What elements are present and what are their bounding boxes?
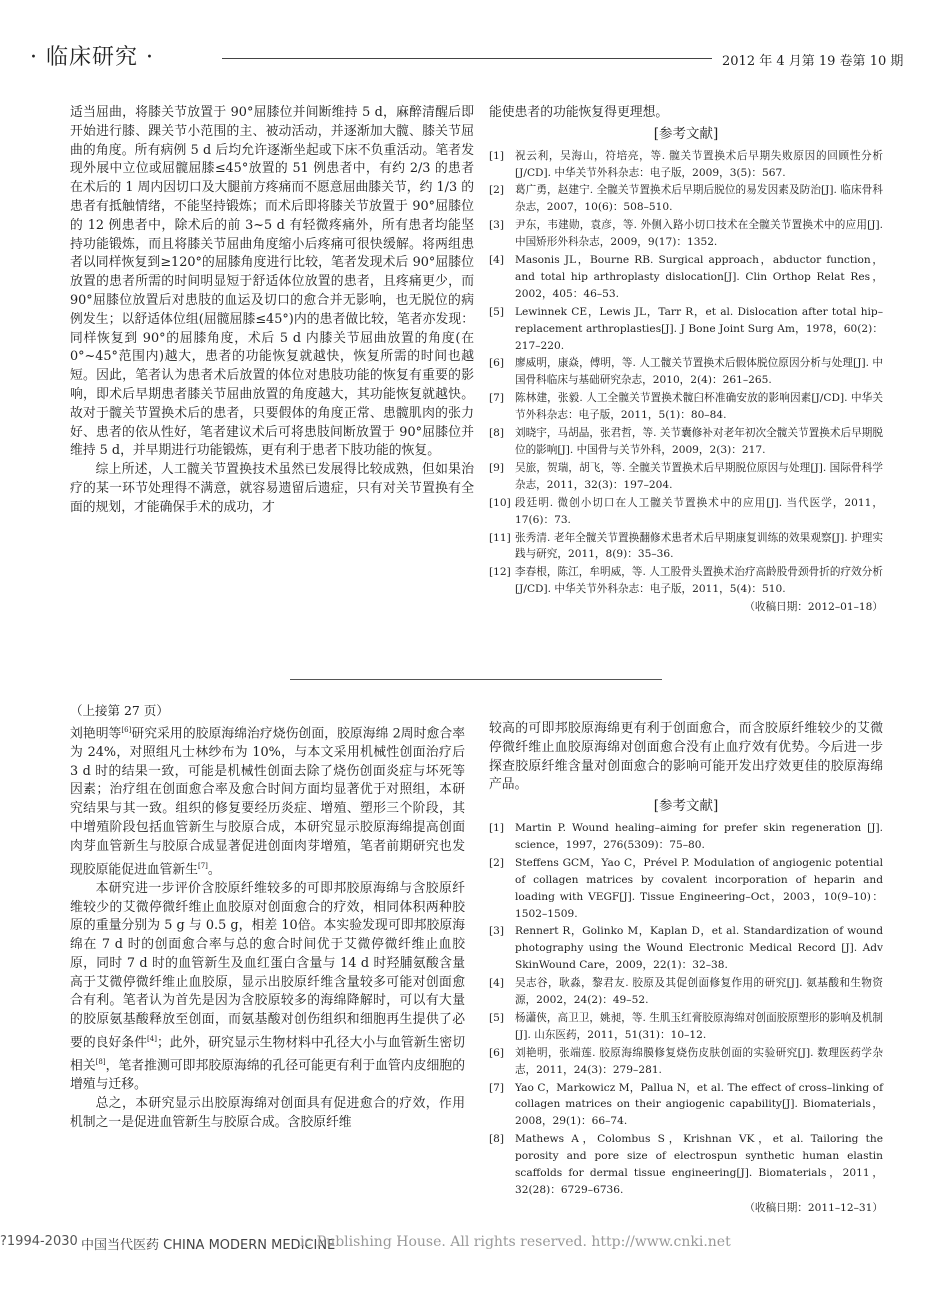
- reference-item: [489, 530, 883, 564]
- reference-text: 张秀清. 老年全髋关节置换翻修术患者术后早期康复训练的效果观察[J]. 护理实践与研究，2011，8(9)：35–36.: [515, 531, 883, 561]
- reference-text: 陈林建，张毅. 人工全髋关节置换术髋臼杯准确安放的影响因素[J/CD]. 中华关节外科杂志：电子版，2011，5(1)：80–84.: [515, 392, 883, 422]
- reference-number: [3]: [489, 925, 505, 938]
- article1-right-column: [489, 104, 883, 615]
- reference-number: [7]: [489, 1081, 505, 1094]
- reference-item: [489, 304, 883, 355]
- received-date: （收稿日期：2011–12–31）: [744, 1201, 883, 1214]
- reference-text: Mathews A，Colombus S，Krishnan VK，et al. Tailoring the porosity and pore size of electrospun synthetic human elastin scaffolds for dermal tissue engineering[J]. Biomaterials，2011，32(28)：6729–6736.: [515, 1133, 883, 1197]
- reference-item: [489, 1045, 883, 1079]
- article1-paragraph: 综上所述，人工髋关节置换技术虽然已发展得比较成熟，但如果治疗的某一环节处理得不满意，就容易遗留后遗症，只有对关节置换有全面的规划，才能确保手术的成功，才: [70, 462, 474, 515]
- reference-text: 吴志谷，耿淼，黎君友. 胶原及其促创面修复作用的研究[J]. 氨基酸和生物资源，2002，24(2)：49–52.: [515, 977, 883, 1007]
- reference-text: 刘晓宇，马胡晶，张君哲，等. 关节囊修补对老年初次全髋关节置换术后早期脱位的影响[J]. 中国骨与关节外科，2009，2(3)：217.: [515, 427, 883, 456]
- references-list: [489, 148, 883, 599]
- page-number: ?1994-2030: [0, 1234, 78, 1249]
- references-title: [参考文献]: [653, 798, 719, 815]
- article2-paragraph: 本研究进一步评价含胶原纤维较多的可即邦胶原海绵与含胶原纤维较少的艾微停微纤维止血胶原对创面愈合的疗效，相同体积两种胶原的重量分别为 5 g 与 0.5 g，相差 10倍。本实验发现可即邦胶原海绵在 7 d 时的创面愈合率与总的愈合时间优于艾微停微纤维止血胶原，同时 7 d 时的血管新生及血红蛋白含量与 14 d 时羟脯氨酸含量高于艾微停微纤维止血胶原，显示出胶原纤维含量较多可能对创面愈合有利。笔者认为首先是因为含胶原较多的海绵降解时，可以有大量的胶原氨基酸释放至创面，而氨基酸对创伤组织和细胞再生提供了必要的良好条件[4]；此外，研究显示生物材料中孔径大小与血管新生密切相关[8]，笔者推测可即邦胶原海绵的孔径可能更有利于血管内皮细胞的增殖与迁移。: [70, 880, 466, 1093]
- reference-text: Masonis JL，Bourne RB. Surgical approach，abductor function，and total hip arthroplasty dislocation[J]. Clin Orthop Relat Res，2002，405：46–53.: [515, 254, 883, 300]
- reference-text: 祝云利，吴海山，符培亮，等. 髋关节置换术后早期失败原因的回顾性分析[J/CD]. 中华关节外科杂志：电子版，2009，3(5)：567.: [515, 149, 883, 179]
- reference-item: [489, 460, 883, 494]
- article1-paragraph: 适当屈曲，将膝关节放置于 90°屈膝位并间断维持 5 d，麻醉清醒后即开始进行膝、踝关节小范围的主、被动活动，并逐渐加大髋、膝关节屈曲的角度。所有病例 5 d 后均允许逐渐坐起或下床不负重活动。笔者发现外展中立位或屈髋屈膝≤45°放置的 51 例患者中，有约 2/3 的患者在术后的 1 周内因切口及大腿前方疼痛而不愿意屈曲膝关节，约 1/3 的患者有抵触情绪，不能坚持锻炼；而术后即将膝关节放置于 90°屈膝位的 12 例患者中，除术后的前 3~5 d 有轻微疼痛外，所有患者均能坚持功能锻炼，而且将膝关节屈曲角度缩小后疼痛可很快缓解。将两组患者以同样恢复到≥120°的屈膝角度进行比较，笔者发现术后 90°屈膝位放置的患者所需的时间明显短于舒适体位放置的患者，且疼痛更少，而 90°屈膝位放置后对患肢的血运及切口的愈合并无影响，也无脱位的病例发生；以舒适体位组(屈髋屈膝≤45°)内的患者做比较，笔者亦发现：同样恢复到 90°的屈膝角度，术后 5 d 内膝关节屈曲放置的角度(在 0°~45°范围内)越大，患者的功能恢复就越快，恢复所需的时间也越短。因此，笔者认为患者术后放置的体位对患肢功能的恢复有重要的影响，即术后早期患者膝关节屈曲放置的角度越大，其功能恢复就越快。故对于髋关节置换术后的患者，只要假体的角度正常、患髋肌肉的张力好、患者的依从性好，笔者建议术后可将患肢间断放置于 90°屈膝位并维持 5 d，并早期进行功能锻炼，更有利于患者下肢功能的恢复。: [70, 105, 474, 459]
- reference-text: Yao C，Markowicz M，Pallua N，et al. The effect of cross–linking of collagen matrices on their angiogenic capability[J]. Biomaterials，2008，29(1)：66–74.: [515, 1081, 883, 1128]
- reference-number: [9]: [489, 461, 505, 474]
- reference-number: [5]: [489, 1011, 505, 1024]
- issue-info: 2012 年 4 月第 19 卷第 10 期: [722, 54, 904, 69]
- reference-text: Rennert R，Golinko M，Kaplan D，et al. Standardization of wound photography using the Wound Electronic Medical Record [J]. Adv SkinWound Care，2009，22(1)：32–38.: [515, 925, 883, 972]
- reference-number: [6]: [489, 357, 505, 370]
- reference-item: [489, 217, 883, 251]
- reference-number: [1]: [489, 149, 505, 162]
- article2-paragraph: 刘艳明等[6]研究采用的胶原海绵治疗烧伤创面，胶原海绵 2周时愈合率为 24%，对照组凡士林纱布为 10%，与本文采用机械性创面治疗后 3 d 时的结果一致，可能是机械性创面去除了烧伤创面炎症与坏死等因素；治疗组在创面愈合率及愈合时间方面均显著优于对照组，本研究结果与其一致。组织的修复要经历炎症、增殖、塑形三个阶段，其中增殖阶段包括血管新生与胶原合成，本研究显示胶原海绵提高创面肉芽血管新生与胶原合成显著促进创面肉芽增殖，笔者前期研究也发现胶原能促进血管新生[7]。: [70, 725, 465, 877]
- reference-item: [489, 182, 883, 216]
- article2-paragraph: 较高的可即邦胶原海绵更有利于创面愈合，而含胶原纤维较少的艾微停微纤维止血胶原海绵对创面愈合没有止血疗效有优势。今后进一步探查胶原纤维含量对创面愈合的影响可能开发出疗效更佳的胶原海绵产品。: [489, 721, 883, 793]
- article1-paragraph: 能使患者的功能恢复得更理想。: [489, 105, 669, 120]
- reference-item: [489, 975, 883, 1009]
- continued-note: （上接第 27 页）: [70, 703, 169, 718]
- article2-left-column: [70, 702, 465, 1133]
- reference-item: [489, 1080, 883, 1131]
- reference-number: [2]: [489, 856, 505, 869]
- received-date: （收稿日期：2012–01–18）: [744, 601, 883, 614]
- references-list: [489, 820, 883, 1199]
- reference-item: [489, 495, 883, 529]
- reference-number: [6]: [489, 1046, 505, 1059]
- reference-text: 刘艳明，张端莲. 胶原海绵膜修复烧伤皮肤创面的实验研究[J]. 数理医药学杂志，2011，24(3)：279–281.: [515, 1046, 883, 1076]
- reference-text: 吴旅，贺瑞，胡飞，等. 全髋关节置换术后早期脱位原因与处理[J]. 国际骨科学杂志，2011，32(3)：197–204.: [515, 461, 883, 491]
- reference-item: [489, 148, 883, 182]
- reference-number: [8]: [489, 427, 505, 440]
- reference-item: [489, 425, 883, 459]
- reference-number: [4]: [489, 254, 505, 267]
- header-rule: [222, 58, 712, 59]
- reference-item: [489, 390, 883, 424]
- reference-text: 尹东，韦建勋，袁彦，等. 外侧入路小切口技术在全髋关节置换术中的应用[J]. 中国矫形外科杂志，2009，9(17)：1352.: [515, 219, 883, 249]
- reference-item: [489, 1131, 883, 1199]
- reference-number: [10]: [489, 496, 511, 509]
- reference-text: Lewinnek CE，Lewis JL，Tarr R，et al. Dislocation after total hip–replacement arthroplasties[J]. J Bone Joint Surg Am，1978，60(2)：217–220.: [515, 305, 883, 352]
- reference-text: Martin P. Wound healing–aiming for prefer skin regeneration [J]. science，1997，276(5309)：75–80.: [515, 821, 883, 851]
- reference-number: [4]: [489, 977, 505, 990]
- reference-number: [11]: [489, 531, 511, 544]
- reference-text: 段廷明. 微创小切口在人工髋关节置换术中的应用[J]. 当代医学，2011，17(6)：73.: [515, 496, 883, 526]
- reference-number: [2]: [489, 184, 505, 197]
- reference-item: [489, 564, 883, 598]
- article2-right-column: [489, 720, 883, 1216]
- reference-number: [5]: [489, 305, 505, 318]
- article-separator: [290, 679, 662, 680]
- reference-text: 廖威明，康焱，傅明，等. 人工髋关节置换术后假体脱位原因分析与处理[J]. 中国骨科临床与基础研究杂志，2010，2(4)：261–265.: [515, 357, 883, 387]
- reference-text: 葛广勇，赵建宁. 全髋关节置换术后早期后脱位的易发因素及防治[J]. 临床骨科杂志，2007，10(6)：508–510.: [515, 184, 883, 214]
- journal-name: 中国当代医药 CHINA MODERN MEDICINE: [81, 1238, 336, 1253]
- reference-number: [8]: [489, 1133, 505, 1146]
- reference-item: [489, 252, 883, 303]
- reference-item: [489, 1010, 883, 1044]
- reference-number: [12]: [489, 566, 511, 579]
- reference-text: Steffens GCM，Yao C，Prével P. Modulation of angiogenic potential of collagen matrices by covalent incorporation of heparin and loading with VEGF[J]. Tissue Engineering–Oct，2003，10(9–10)：1502–1509.: [515, 856, 883, 920]
- reference-item: [489, 820, 883, 854]
- reference-text: 李春根，陈江，牟明威，等. 人工股骨头置换术治疗高龄股骨颈骨折的疗效分析[J/CD]. 中华关节外科杂志：电子版，2011，5(4)：510.: [515, 566, 883, 596]
- reference-item: [489, 355, 883, 389]
- reference-item: [489, 923, 883, 974]
- reference-number: [7]: [489, 392, 505, 405]
- section-header: · 临床研究 ·: [30, 45, 154, 70]
- article1-left-column: [70, 104, 474, 518]
- watermark-text: ic Publishing House. All rights reserved. http://www.cnki.net: [300, 1234, 731, 1250]
- article2-paragraph: 总之，本研究显示出胶原海绵对创面具有促进愈合的疗效，作用机制之一是促进血管新生与胶原合成。含胶原纤维: [70, 1096, 465, 1130]
- reference-number: [3]: [489, 219, 505, 232]
- reference-text: 杨瀟俠，高卫卫，姚昶，等. 生肌玉红膏胶原海绵对创面胶原塑形的影响及机制[J]. 山东医药，2011，51(31)：10–12.: [515, 1011, 883, 1041]
- references-title: [参考文献]: [653, 125, 719, 142]
- reference-number: [1]: [489, 821, 505, 834]
- reference-item: [489, 855, 883, 923]
